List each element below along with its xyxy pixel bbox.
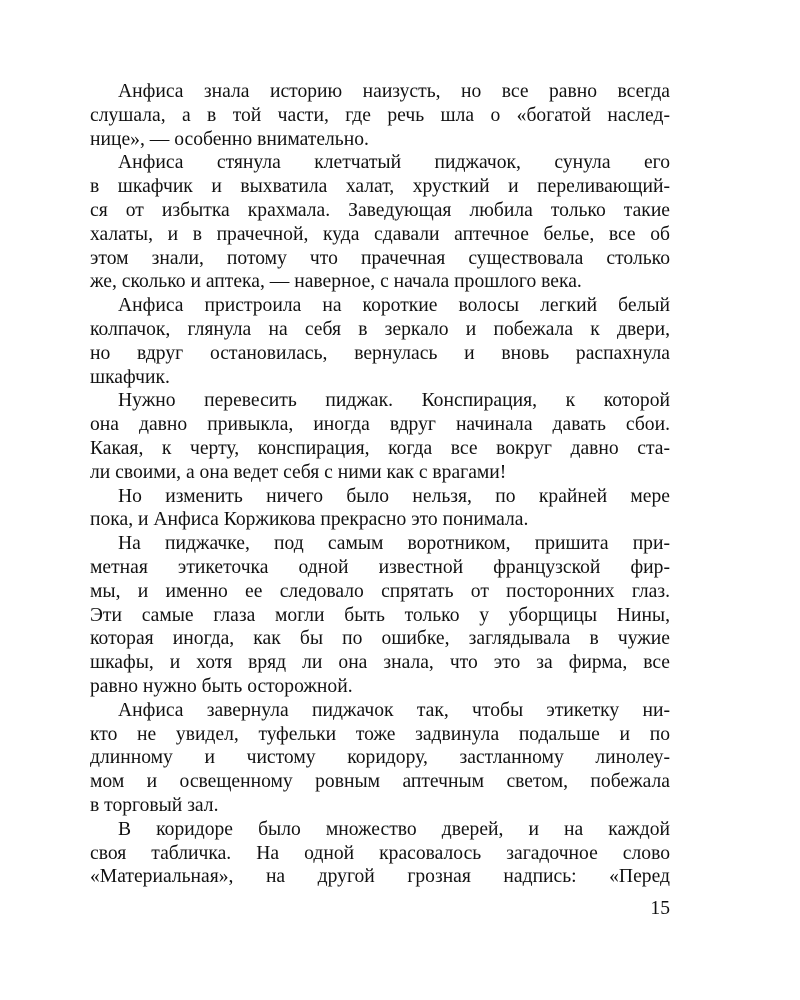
text-line: колпачок, глянула на себя в зеркало и побежала к двери, xyxy=(90,318,670,340)
text-line: же, сколько и аптека, — наверное, с начала прошлого века. xyxy=(90,271,582,293)
paragraph xyxy=(90,532,670,699)
text-line: равно нужно быть осторожной. xyxy=(90,675,353,697)
text-line: Нужно перевесить пиджак. Конспирация, к которой xyxy=(118,390,670,412)
text-line: она давно привыкла, иногда вдруг начинала давать сбои. xyxy=(90,414,670,436)
text-line: нице», — особенно внимательно. xyxy=(90,128,369,150)
text-line: Анфиса знала историю наизусть, но все равно всегда xyxy=(118,81,670,102)
text-line: мом и освещенному ровным аптечным светом, побежала xyxy=(90,771,670,793)
text-line: слушала, а в той части, где речь шла о «богатой наслед- xyxy=(90,104,670,126)
text-line: На пиджачке, под самым воротником, пришита при- xyxy=(118,533,670,555)
text-line: но вдруг остановилась, вернулась и вновь распахнула xyxy=(90,342,670,364)
text-line: Анфиса пристроила на короткие волосы легкий белый xyxy=(118,295,670,317)
paragraph xyxy=(90,294,670,389)
text-line: метная этикеточка одной известной французской фир- xyxy=(90,556,670,578)
paragraph xyxy=(90,389,670,484)
paragraph xyxy=(90,699,670,818)
text-line: шкафчик. xyxy=(90,366,170,388)
text-line: халаты, и в прачечной, куда сдавали аптечное белье, все об xyxy=(90,223,670,245)
text-line: в шкафчик и выхватила халат, хрусткий и переливающий- xyxy=(90,176,670,198)
text-line: Какая, к черту, конспирация, когда все вокруг давно ста- xyxy=(90,437,670,459)
page-number: 15 xyxy=(650,898,670,919)
text-line: этом знали, потому что прачечная существовала столько xyxy=(90,247,670,269)
paragraph xyxy=(90,151,670,294)
text-line: ли своими, а она ведет себя с ними как с врагами! xyxy=(90,461,507,483)
paragraph xyxy=(90,80,670,151)
text-line: пока, и Анфиса Коржикова прекрасно это понимала. xyxy=(90,509,529,531)
text-line: «Материальная», на другой грозная надпись: «Перед xyxy=(90,866,670,888)
text-line: своя табличка. На одной красовалось загадочное слово xyxy=(90,842,670,864)
text-line: Эти самые глаза могли быть только у уборщицы Нины, xyxy=(90,604,670,626)
text-line: длинному и чистому коридору, застланному линолеу- xyxy=(90,747,670,769)
paragraph xyxy=(90,818,670,889)
text-line: шкафы, и хотя вряд ли она знала, что это за фирма, все xyxy=(90,652,670,674)
text-line: кто не увидел, туфельки тоже задвинула подальше и по xyxy=(90,723,670,745)
text-line: мы, и именно ее следовало спрятать от посторонних глаз. xyxy=(90,580,670,602)
text-line: в торговый зал. xyxy=(90,794,219,816)
text-line: которая иногда, как бы по ошибке, заглядывала в чужие xyxy=(90,628,670,650)
body-text xyxy=(90,80,670,889)
text-line: ся от избытка крахмала. Заведующая любила только такие xyxy=(90,199,670,221)
text-line: Анфиса завернула пиджачок так, чтобы этикетку ни- xyxy=(118,699,670,721)
text-line: В коридоре было множество дверей, и на каждой xyxy=(118,818,670,840)
text-line: Но изменить ничего было нельзя, по крайней мере xyxy=(118,485,670,507)
text-line: Анфиса стянула клетчатый пиджачок, сунула его xyxy=(118,152,670,174)
paragraph xyxy=(90,485,670,533)
